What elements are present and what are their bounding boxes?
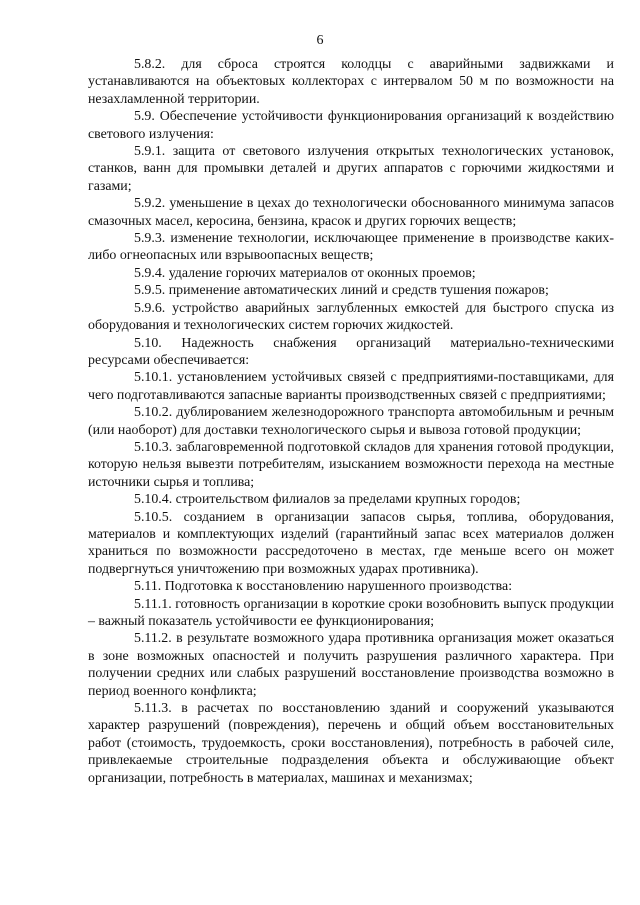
paragraph: 5.9.3. изменение технологии, исключающее применение в производстве каких-либо огнеопасных или взрывоопасных веществ; (88, 231, 614, 264)
paragraph: 5.11.3. в расчетах по восстановлению зданий и сооружений указываются характер разрушений (повреждения), перечень и общий объем восстановительных работ (стоимость, трудоемкость, сроки восстановления), потребность в рабочей силе, привлекаемые строительные подразделения объекта и обслуживающие объект организации, потребность в материалах, машинах и механизмах; (88, 701, 614, 786)
paragraph: 5.10.4. строительством филиалов за пределами крупных городов; (134, 492, 521, 508)
paragraph: 5.9. Обеспечение устойчивости функционирования организаций к воздействию светового излучения: (88, 109, 614, 142)
paragraph: 5.9.1. защита от светового излучения открытых технологических установок, станков, ванн для промывки деталей и других аппаратов с горючими жидкостями и газами; (88, 144, 614, 194)
page-number: 6 (316, 33, 324, 48)
paragraph: 5.11. Подготовка к восстановлению нарушенного производства: (134, 579, 513, 595)
paragraph: 5.9.2. уменьшение в цехах до технологически обоснованного минимума запасов смазочных масел, керосина, бензина, красок и других горючих веществ; (88, 196, 614, 229)
paragraph: 5.11.2. в результате возможного удара противника организация может оказаться в зоне возможных опасностей и получить разрушения различного характера. При получении средних или слабых разрушений восстановление производства возможно в период военного конфликта; (88, 631, 614, 699)
paragraph: 5.11.1. готовность организации в короткие сроки возобновить выпуск продукции – важный показатель устойчивости ее функционирования; (88, 596, 614, 629)
paragraph: 5.10.5. созданием в организации запасов сырья, топлива, оборудования, материалов и комплектующих изделий (гарантийный запас всех материалов должен храниться по возможности рассредоточено в местах, где меньше всего он может подвергнуться уничтожению при возможных ударах противника). (88, 509, 614, 577)
paragraph: 5.9.5. применение автоматических линий и средств тушения пожаров; (134, 283, 549, 299)
document-body (88, 56, 614, 787)
paragraph: 5.10.3. заблаговременной подготовкой складов для хранения готовой продукции, которую нельзя вывезти потребителям, изысканием возможности перехода на местные источники сырья и топлива; (88, 439, 614, 490)
paragraph: 5.9.6. устройство аварийных заглубленных емкостей для быстрого спуска из оборудования и технологических систем горючих жидкостей. (88, 300, 614, 334)
paragraph: 5.9.4. удаление горючих материалов от оконных проемов; (134, 265, 476, 281)
paragraph: 5.10.2. дублированием железнодорожного транспорта автомобильным и речным (или наоборот) для доставки технологического сырья и вывоза готовой продукции; (88, 405, 614, 438)
paragraph: 5.8.2. для сброса строятся колодцы с аварийными задвижками и устанавливаются на объектовых коллекторах с интервалом 50 м по возможности на незахламленной территории. (88, 57, 614, 107)
paragraph: 5.10. Надежность снабжения организаций материально-техническими ресурсами обеспечивается: (88, 335, 614, 368)
paragraph: 5.10.1. установлением устойчивых связей с предприятиями-поставщиками, для чего подготавливаются запасные варианты производственных связей с предприятиями; (88, 370, 614, 403)
